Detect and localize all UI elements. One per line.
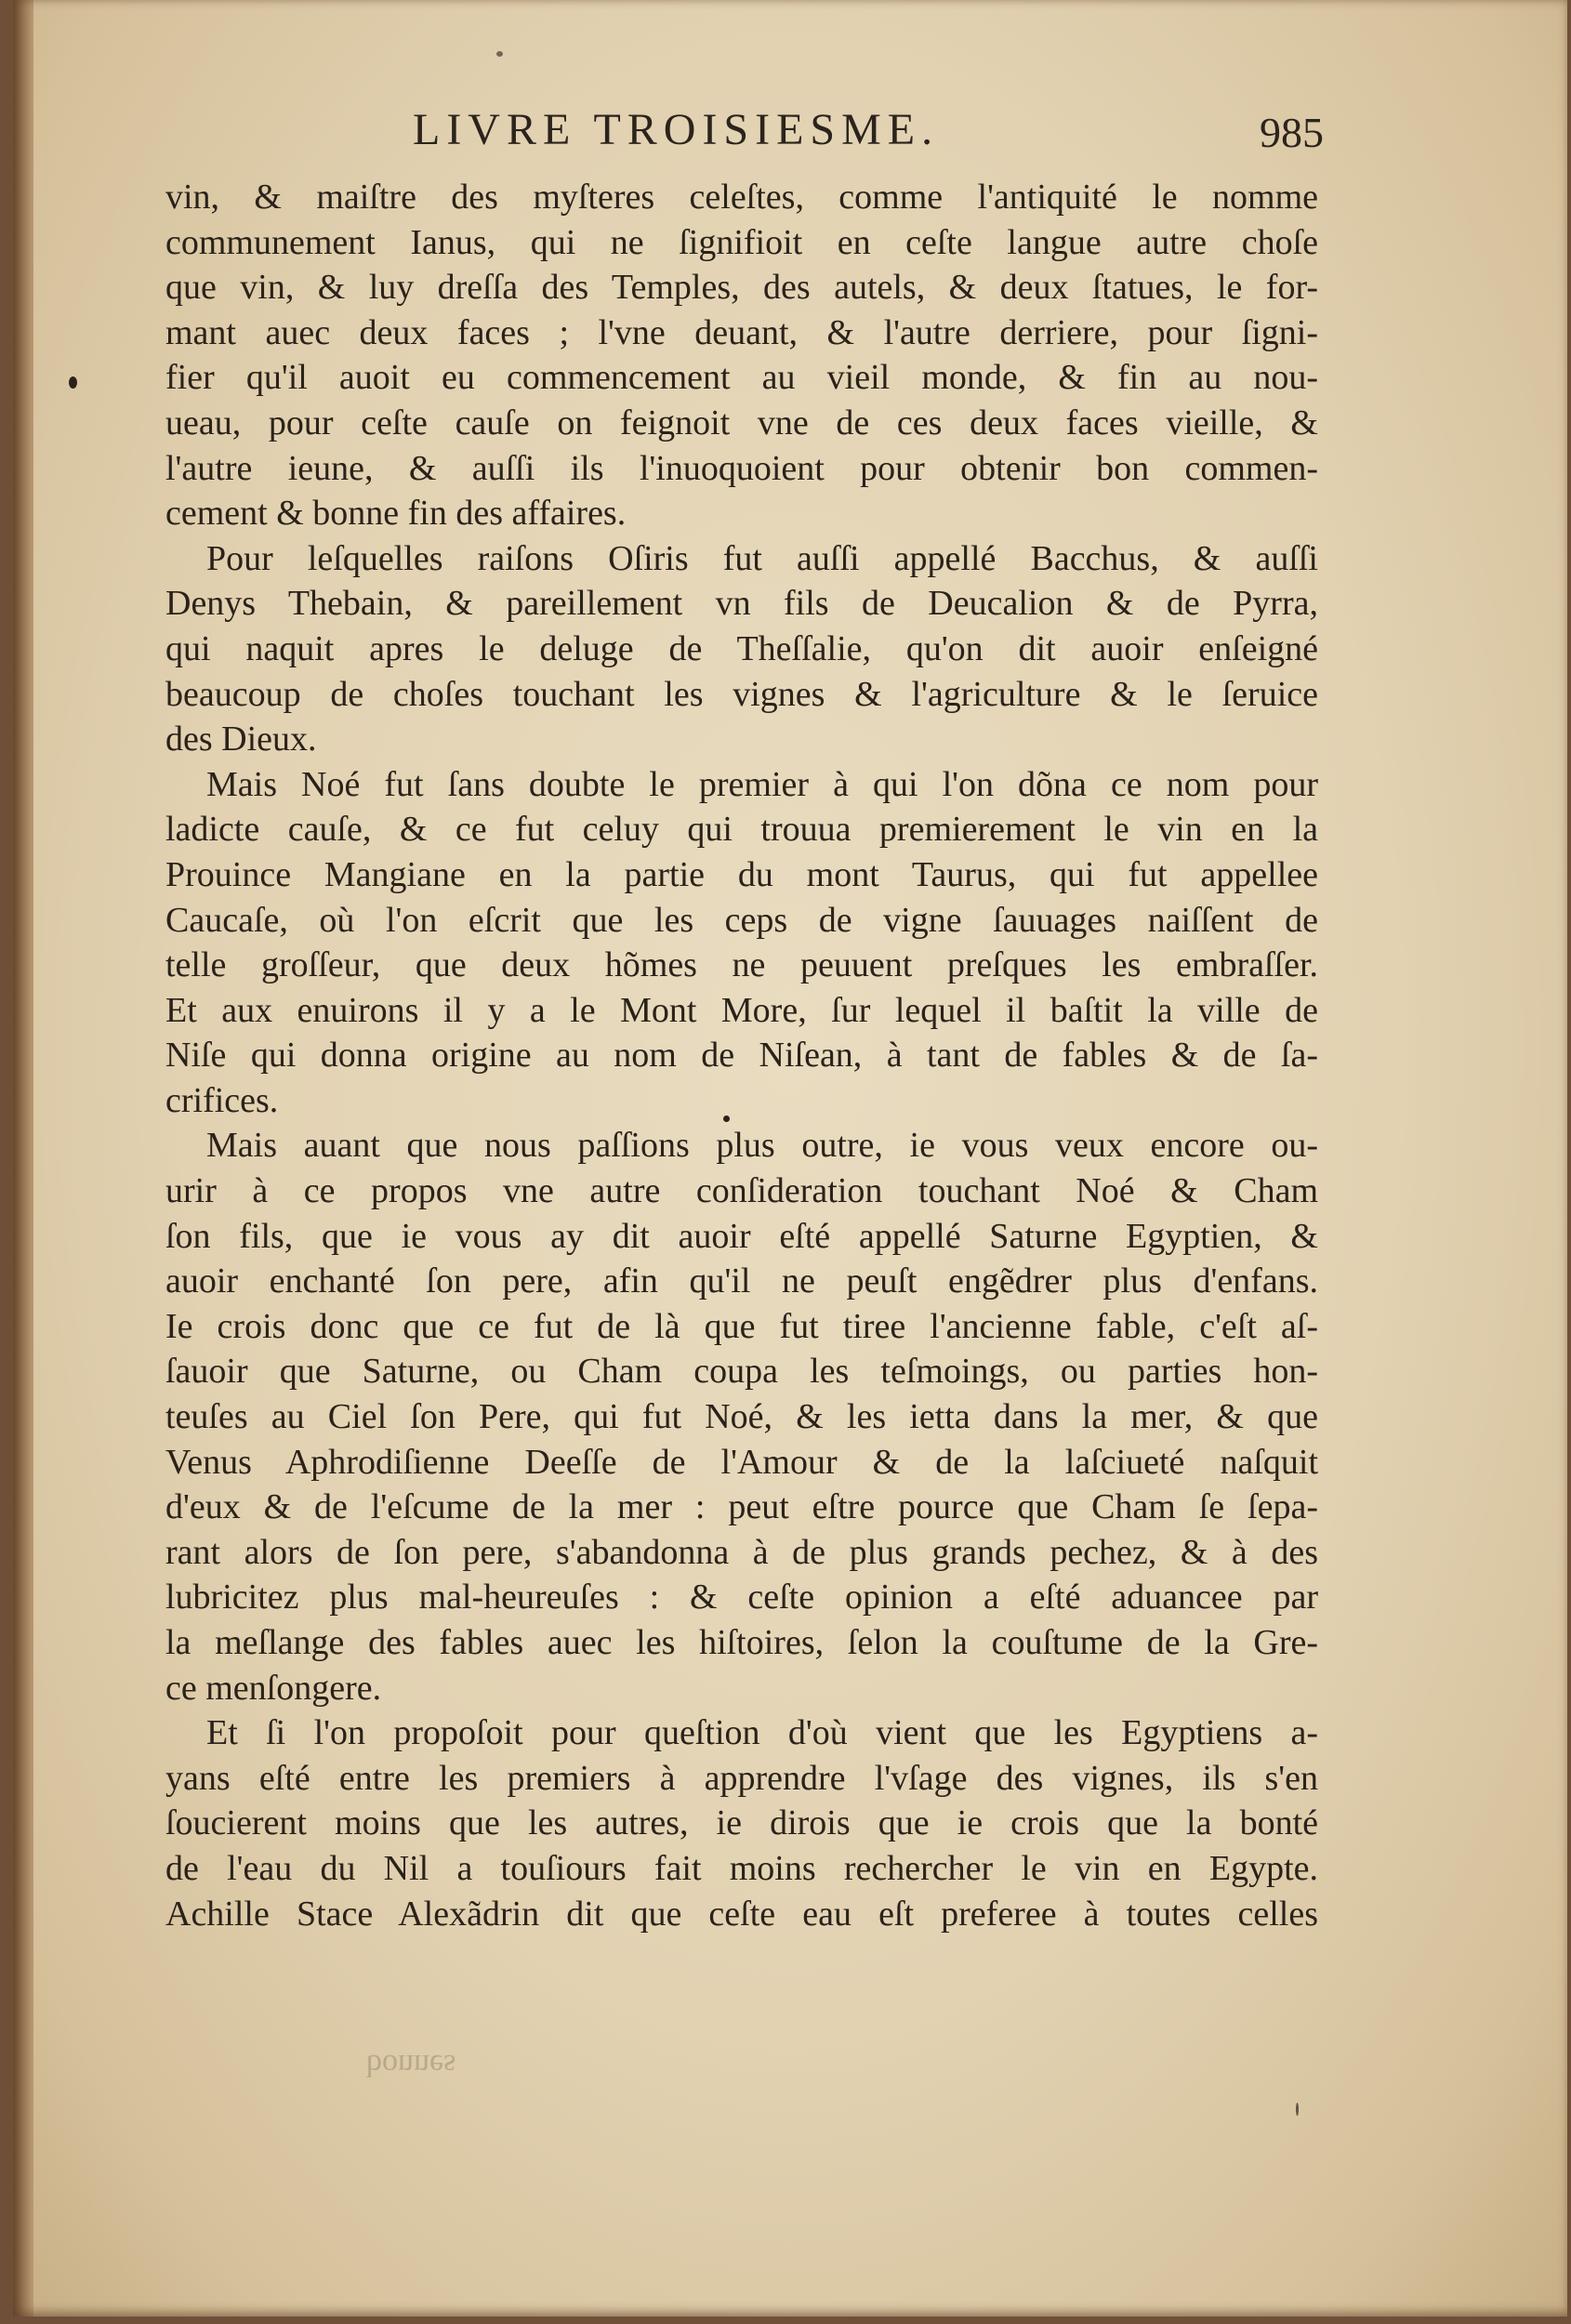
bleed-through-text: bonnes xyxy=(366,2048,456,2082)
text-line: ſauoir que Saturne, ou Cham coupa les teſmoings, ou parties hon- xyxy=(165,1352,1318,1392)
text-line: ueau, pour ceſte cauſe on feignoit vne de ces deux faces vieille, & xyxy=(165,403,1318,442)
ink-speck xyxy=(723,1116,730,1122)
text-line: qui naquit apres le deluge de Theſſalie, qu'on dit auoir enſeigné xyxy=(165,628,1318,668)
text-line: Niſe qui donna origine au nom de Niſean, à tant de fables & de ſa- xyxy=(165,1036,1318,1076)
text-line: urir à ce propos vne autre conſideration touchant Noé & Cham xyxy=(165,1171,1318,1211)
book-page xyxy=(13,0,1567,2317)
text-line: auoir enchanté ſon pere, afin qu'il ne peuſt engẽdrer plus d'enfans. xyxy=(165,1261,1318,1301)
text-line: beaucoup de choſes touchant les vignes & l'agriculture & le ſeruice xyxy=(165,674,1318,714)
ink-speck xyxy=(496,51,503,57)
text-line: l'autre ieune, & auſſi ils l'inuoquoient pour obtenir bon commen- xyxy=(165,448,1318,488)
text-line: lubricitez plus mal-heureuſes : & ceſte opinion a eſté aduancee par xyxy=(165,1578,1318,1618)
text-line: Et aux enuirons il y a le Mont More, ſur lequel il baſtit la ville de xyxy=(165,990,1318,1030)
text-line: ladicte cauſe, & ce fut celuy qui trouua premierement le vin en la xyxy=(165,810,1318,850)
text-line: teuſes au Ciel ſon Pere, qui fut Noé, & les ietta dans la mer, & que xyxy=(165,1397,1318,1437)
text-line: que vin, & luy dreſſa des Temples, des autels, & deux ſtatues, le for- xyxy=(165,268,1318,308)
text-line: ſoucierent moins que les autres, ie dirois que ie crois que la bonté xyxy=(165,1803,1318,1843)
text-line: Prouince Mangiane en la partie du mont Taurus, qui fut appellee xyxy=(165,854,1318,894)
text-line: telle groſſeur, que deux hõmes ne peuuent preſques les embraſſer. xyxy=(165,945,1318,985)
text-line: cement & bonne fin des affaires. xyxy=(165,494,627,534)
text-line: Ie crois donc que ce fut de là que fut tiree l'ancienne fable, c'eſt aſ- xyxy=(165,1306,1318,1346)
text-line: vin, & maiſtre des myſteres celeſtes, comme l'antiquité le nomme xyxy=(165,178,1318,217)
text-line: Mais auant que nous paſſions plus outre, ie vous veux encore ou- xyxy=(206,1126,1318,1166)
text-line: Pour leſquelles raiſons Oſiris fut auſſi appellé Bacchus, & auſſi xyxy=(206,538,1318,578)
page-gutter xyxy=(13,0,33,2317)
text-line: yans eſté entre les premiers à apprendre l'vſage des vignes, ils s'en xyxy=(165,1758,1318,1798)
ink-speck xyxy=(1296,2103,1299,2116)
body-text xyxy=(165,175,1318,1936)
text-line: Mais Noé fut ſans doubte le premier à qui l'on dõna ce nom pour xyxy=(206,764,1318,804)
text-line: fier qu'il auoit eu commencement au vieil monde, & fin au nou- xyxy=(165,358,1318,398)
text-line: la meſlange des fables auec les hiſtoires, ſelon la couſtume de la Gre- xyxy=(165,1623,1318,1662)
ink-speck xyxy=(69,376,77,389)
text-line: rant alors de ſon pere, s'abandonna à de plus grands pechez, & à des xyxy=(165,1532,1318,1572)
text-line: ſon fils, que ie vous ay dit auoir eſté appellé Saturne Egyptien, & xyxy=(165,1216,1318,1256)
text-line: Venus Aphrodiſienne Deeſſe de l'Amour & de la laſciueté naſquit xyxy=(165,1442,1318,1482)
text-line: Denys Thebain, & pareillement vn fils de Deucalion & de Pyrra, xyxy=(165,584,1318,624)
text-line: d'eux & de l'eſcume de la mer : peut eſtre pource que Cham ſe ſepa- xyxy=(165,1487,1318,1527)
text-line: Caucaſe, où l'on eſcrit que les ceps de vigne ſauuages naiſſent de xyxy=(165,900,1318,940)
text-line: Achille Stace Alexãdrin dit que ceſte eau eſt preferee à toutes celles xyxy=(165,1894,1318,1934)
text-line: ce menſongere. xyxy=(165,1668,382,1708)
text-line: communement Ianus, qui ne ſignifioit en ceſte langue autre choſe xyxy=(165,222,1318,262)
text-line: crifices. xyxy=(165,1080,279,1120)
running-title: LIVRE TROISIESME. xyxy=(413,105,940,154)
page-number: 985 xyxy=(1260,109,1324,156)
text-line: de l'eau du Nil a touſiours fait moins rechercher le vin en Egypte. xyxy=(165,1848,1318,1888)
text-line: mant auec deux faces ; l'vne deuant, & l'autre derriere, pour ſigni- xyxy=(165,312,1318,352)
text-line: Et ſi l'on propoſoit pour queſtion d'où vient que les Egyptiens a- xyxy=(206,1713,1318,1753)
page-header xyxy=(171,104,1324,160)
text-line: des Dieux. xyxy=(165,720,317,759)
